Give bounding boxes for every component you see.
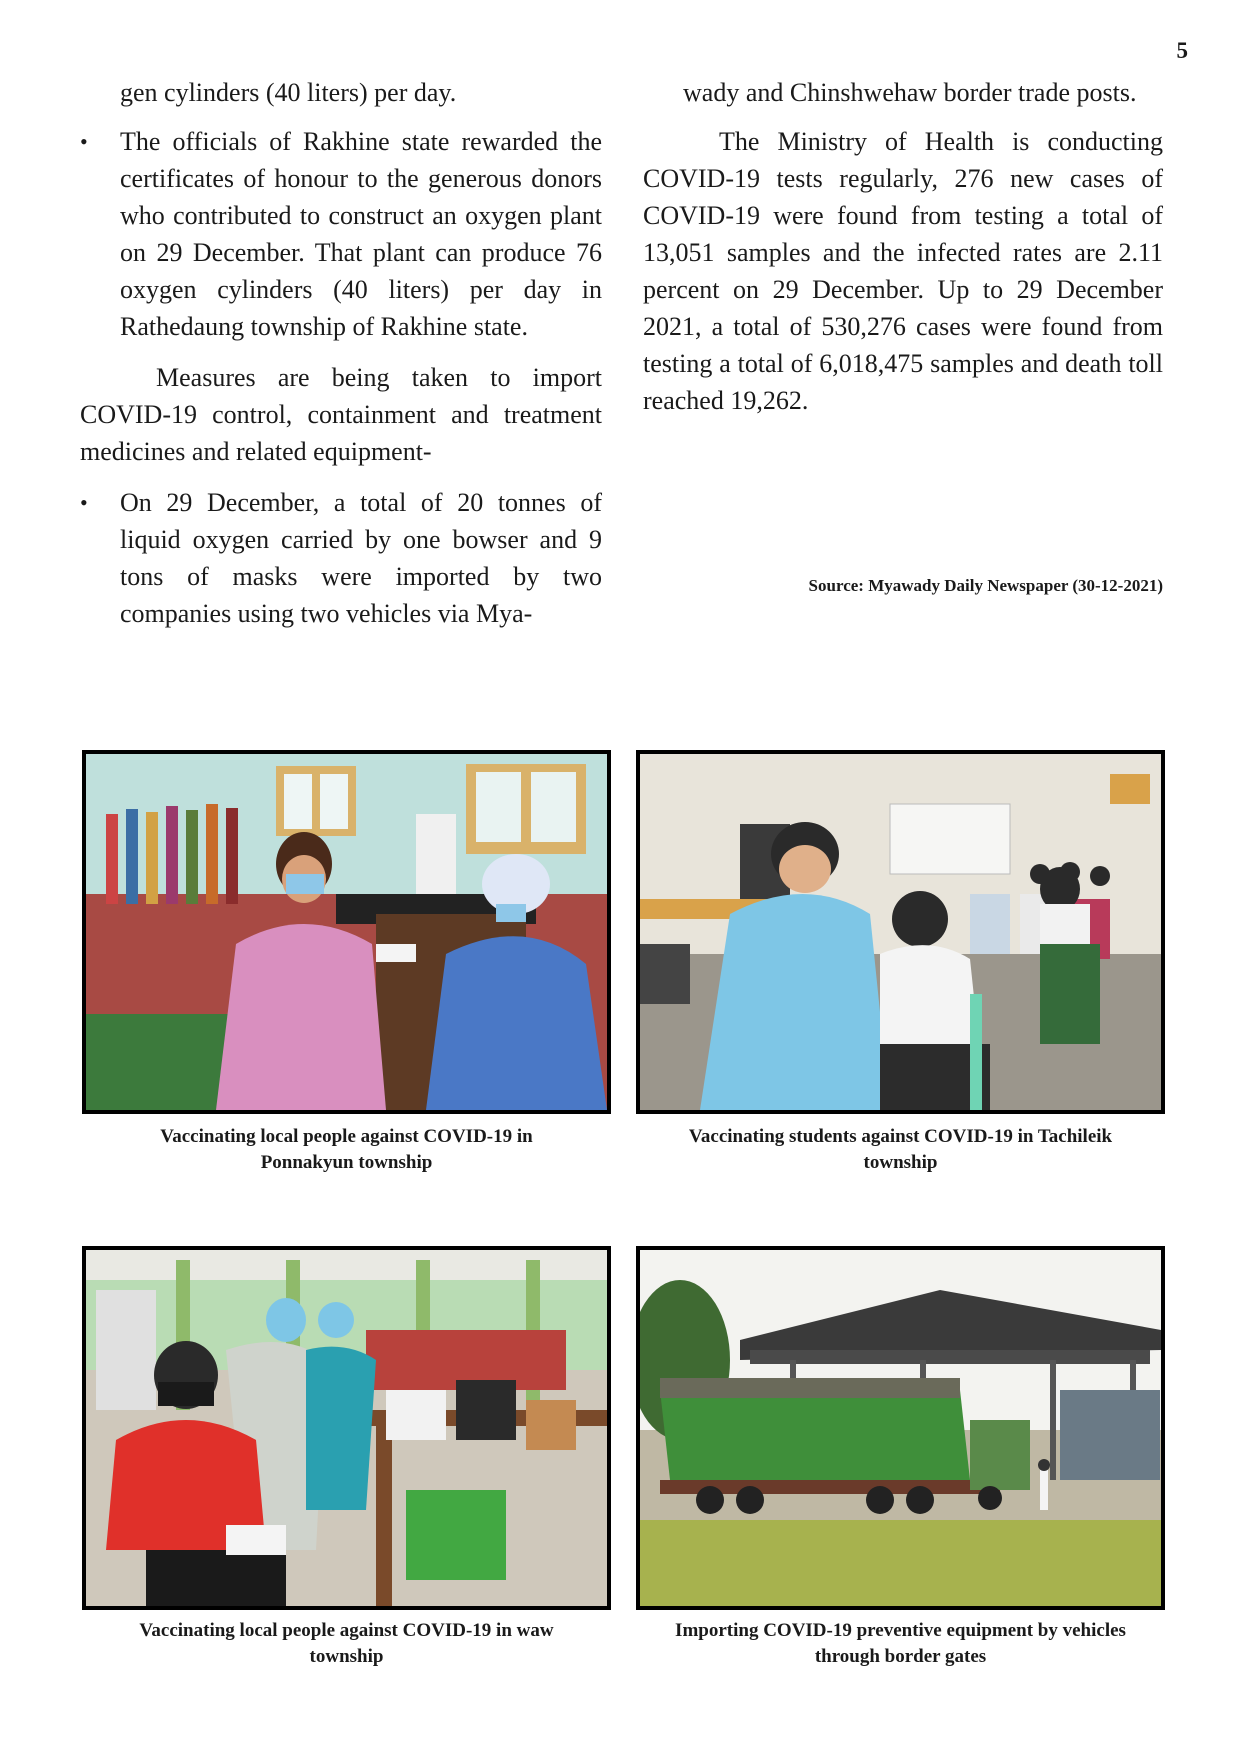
caption-line-1: Importing COVID-19 preventive equipment by vehicles	[675, 1620, 1126, 1641]
photo-ponnakyun-vaccination	[82, 750, 611, 1114]
bullet-item-oxygen-plant	[80, 123, 602, 345]
photo-border-import	[636, 1246, 1165, 1610]
bullet-icon: •	[80, 490, 88, 515]
bullet-item-liquid-oxygen	[80, 484, 602, 632]
photo-waw-vaccination	[82, 1246, 611, 1610]
caption-border-import	[636, 1618, 1165, 1670]
right-column	[643, 74, 1163, 419]
continued-line: wady and Chinshwehaw border trade posts.	[683, 78, 1137, 107]
photo-border-image	[640, 1250, 1161, 1606]
source-citation: Source: Myawady Daily Newspaper (30-12-2021)	[808, 576, 1163, 595]
bullet-text: The officials of Rakhine state rewarded the certificates of honour to the generous donors who contributed to construct an oxygen plant on 29 December. That plant can produce 76 oxygen cylinders (40 liters) per day in Rathedaung township of Rakhine state.	[120, 127, 602, 341]
photo-tachileik-image	[640, 754, 1161, 1110]
paragraph-measures: Measures are being taken to import COVID-19 control, containment and treatment medicines and related equipment-	[80, 363, 602, 466]
bullet-icon: •	[80, 129, 88, 154]
caption-line-2: township	[863, 1152, 938, 1173]
caption-line-1: Vaccinating students against COVID-19 in Tachileik	[688, 1126, 1113, 1147]
page-number: 5	[1176, 38, 1188, 63]
photo-waw-image	[86, 1250, 607, 1606]
continued-line: gen cylinders (40 liters) per day.	[120, 78, 457, 107]
photo-tachileik-vaccination	[636, 750, 1165, 1114]
caption-tachileik	[636, 1124, 1165, 1176]
caption-line-2: Ponnakyun township	[260, 1152, 433, 1173]
caption-waw	[82, 1618, 611, 1670]
caption-line-2: through border gates	[814, 1646, 987, 1667]
caption-line-2: township	[309, 1646, 384, 1667]
caption-ponnakyun	[82, 1124, 611, 1176]
paragraph-ministry-of-health: The Ministry of Health is conducting COVID-19 tests regularly, 276 new cases of COVID-19 were found from testing a total of 13,051 samples and the infected rates are 2.11 percent on 29 December. Up to 29 December 2021, a total of 530,276 cases were found from testing a total of 6,018,475 samples and death toll reached 19,262.	[643, 127, 1163, 415]
bullet-text: On 29 December, a total of 20 tonnes of liquid oxygen carried by one bowser and 9 tons of masks were imported by two companies using two vehicles via Mya-	[120, 488, 602, 628]
caption-line-1: Vaccinating local people against COVID-19 in	[160, 1126, 533, 1147]
caption-line-1: Vaccinating local people against COVID-19 in waw	[139, 1620, 554, 1641]
left-column	[80, 74, 602, 632]
photo-ponnakyun-image	[86, 754, 607, 1110]
